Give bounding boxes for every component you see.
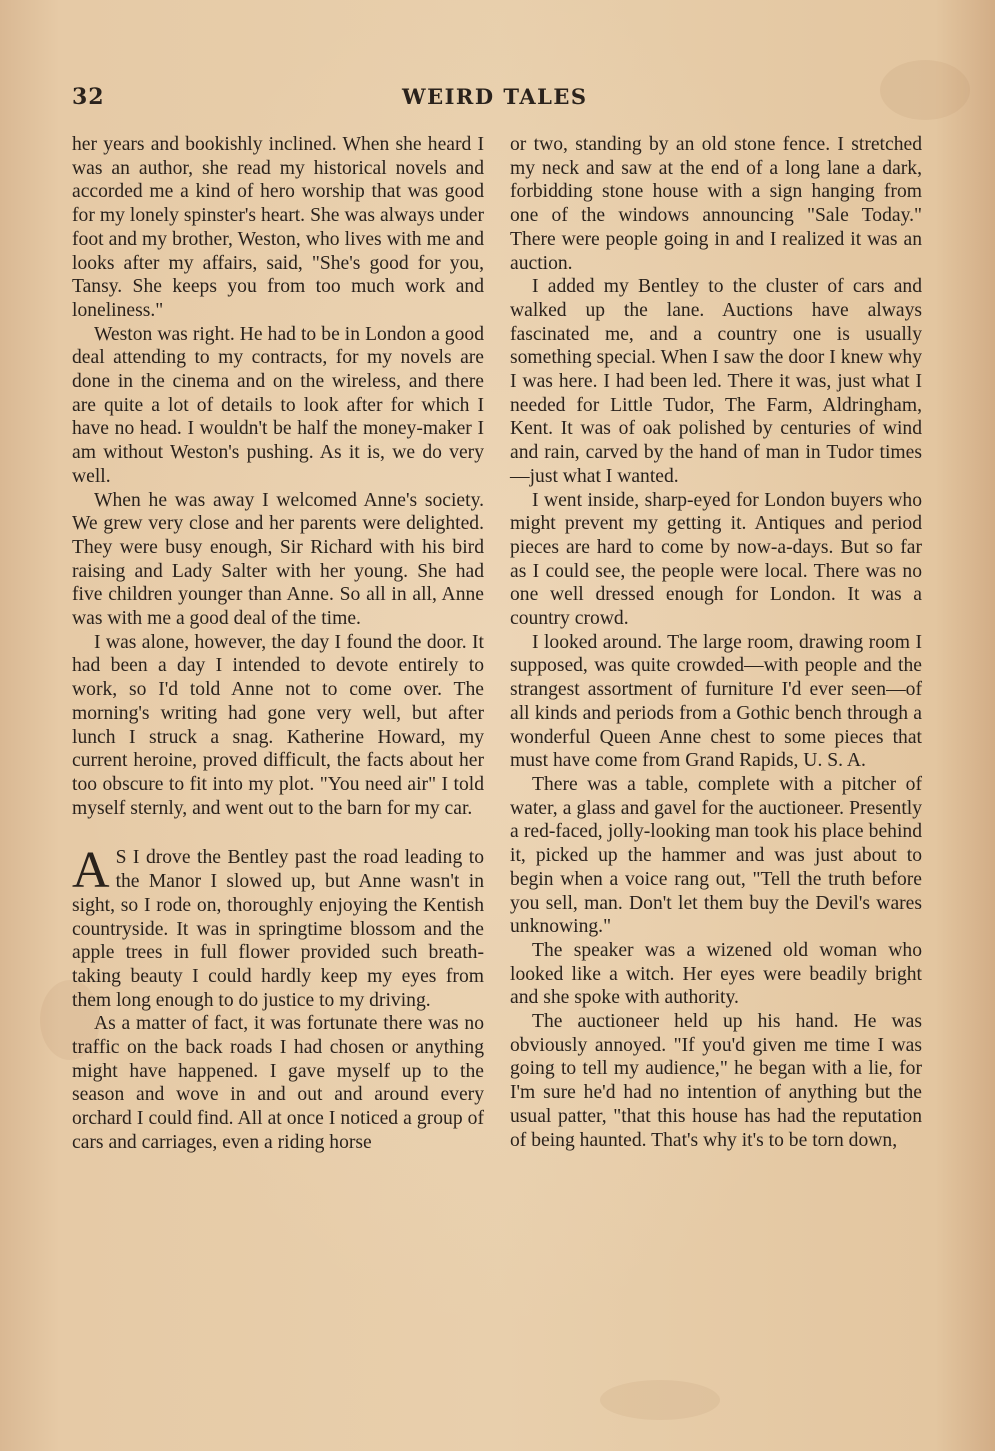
- running-header: [72, 84, 924, 114]
- magazine-title: WEIRD TALES: [402, 84, 588, 109]
- drop-cap: A: [72, 842, 110, 900]
- paragraph: There was a table, complete with a pitcher of water, a glass and gavel for the auctioneer. Presently a red-faced, jolly-looking man took his place behind it, picked up the hammer and was just about to begin when a voice rang out, "Tell the truth before you sell, man. Don't let them buy the Devil's wares unknowing.": [510, 773, 922, 938]
- dropcap-paragraph: [72, 842, 484, 1012]
- paragraph: When he was away I welcomed Anne's society. We grew very close and her parents were delighted. They were busy enough, Sir Richard with his bird raising and Lady Salter with her young. She had five children younger than Anne. So all in all, Anne was with me a good deal of the time.: [72, 489, 484, 630]
- paragraph: or two, standing by an old stone fence. I stretched my neck and saw at the end of a long lane a dark, forbidding stone house with a sign hanging from one of the windows announcing "Sale Today." There were people going in and I realized it was an auction.: [510, 134, 922, 274]
- paragraph: I looked around. The large room, drawing room I supposed, was quite crowded—with people and the strangest assortment of furniture I'd ever seen—of all kinds and periods from a Gothic bench through a wonderful Queen Anne chest to some pieces that must have come from Grand Rapids, U. S. A.: [510, 631, 922, 772]
- paragraph: I added my Bentley to the cluster of cars and walked up the lane. Auctions have always fascinated me, and a country one is usually something special. When I saw the door I knew why I was here. I had been led. There it was, just what I needed for Little Tudor, The Farm, Aldringham, Kent. It was of oak polished by centuries of wind and rain, carved by the hand of man in Tudor times—just what I wanted.: [510, 276, 922, 487]
- paragraph: Weston was right. He had to be in London a good deal attending to my contracts, for my novels are done in the cinema and on the wireless, and there are quite a lot of details to look after for which I have no head. I wouldn't be half the money-maker I am without Weston's pushing. As it is, we do very well.: [72, 323, 484, 487]
- section-break: [72, 820, 484, 846]
- right-column: [510, 133, 922, 1152]
- paragraph: I went inside, sharp-eyed for London buyers who might prevent my getting it. Antiques and period pieces are hard to come by now-a-days. But so far as I could see, the people were local. There was no one well dressed enough for London. It was a country crowd.: [510, 489, 922, 630]
- paper-stain: [600, 1380, 720, 1420]
- paragraph-text: S I drove the Bentley past the road leading to the Manor I slowed up, but Anne wasn't in sight, so I rode on, thoroughly enjoying the Kentish countryside. It was in springtime blossom and the apple trees in full flower provided such breath-taking beauty I could hardly keep my eyes from them long enough to do justice to my driving.: [72, 847, 484, 1011]
- paragraph: As a matter of fact, it was fortunate there was no traffic on the back roads I had chosen or anything might have happened. I gave myself up to the season and wove in and out and around every orchard I could find. All at once I noticed a group of cars and carriages, even a riding horse: [72, 1013, 484, 1153]
- paragraph: The speaker was a wizened old woman who looked like a witch. Her eyes were beadily bright and she spoke with authority.: [510, 939, 922, 1009]
- paragraph: I was alone, however, the day I found the door. It had been a day I intended to devote entirely to work, so I'd told Anne not to come over. The morning's writing had gone very well, but after lunch I struck a snag. Katherine Howard, my current heroine, proved difficult, the facts about her too obscure to fit into my plot. "You need air" I told myself sternly, and went out to the barn for my car.: [72, 631, 484, 819]
- paragraph: The auctioneer held up his hand. He was obviously annoyed. "If you'd given me time I was going to tell my audience," he began with a lie, for I'm sure he'd had no intention of anything but the usual patter, "that this house has had the reputation of being haunted. That's why it's to be torn down,: [510, 1011, 922, 1151]
- page-number: 32: [72, 84, 105, 110]
- paragraph: her years and bookishly inclined. When she heard I was an author, she read my historical novels and accorded me a kind of hero worship that was good for my lonely spinster's heart. She was always under foot and my brother, Weston, who lives with me and looks after my affairs, said, "She's good for you, Tansy. She keeps you from too much work and loneliness.": [72, 134, 484, 321]
- left-column: [72, 133, 484, 1155]
